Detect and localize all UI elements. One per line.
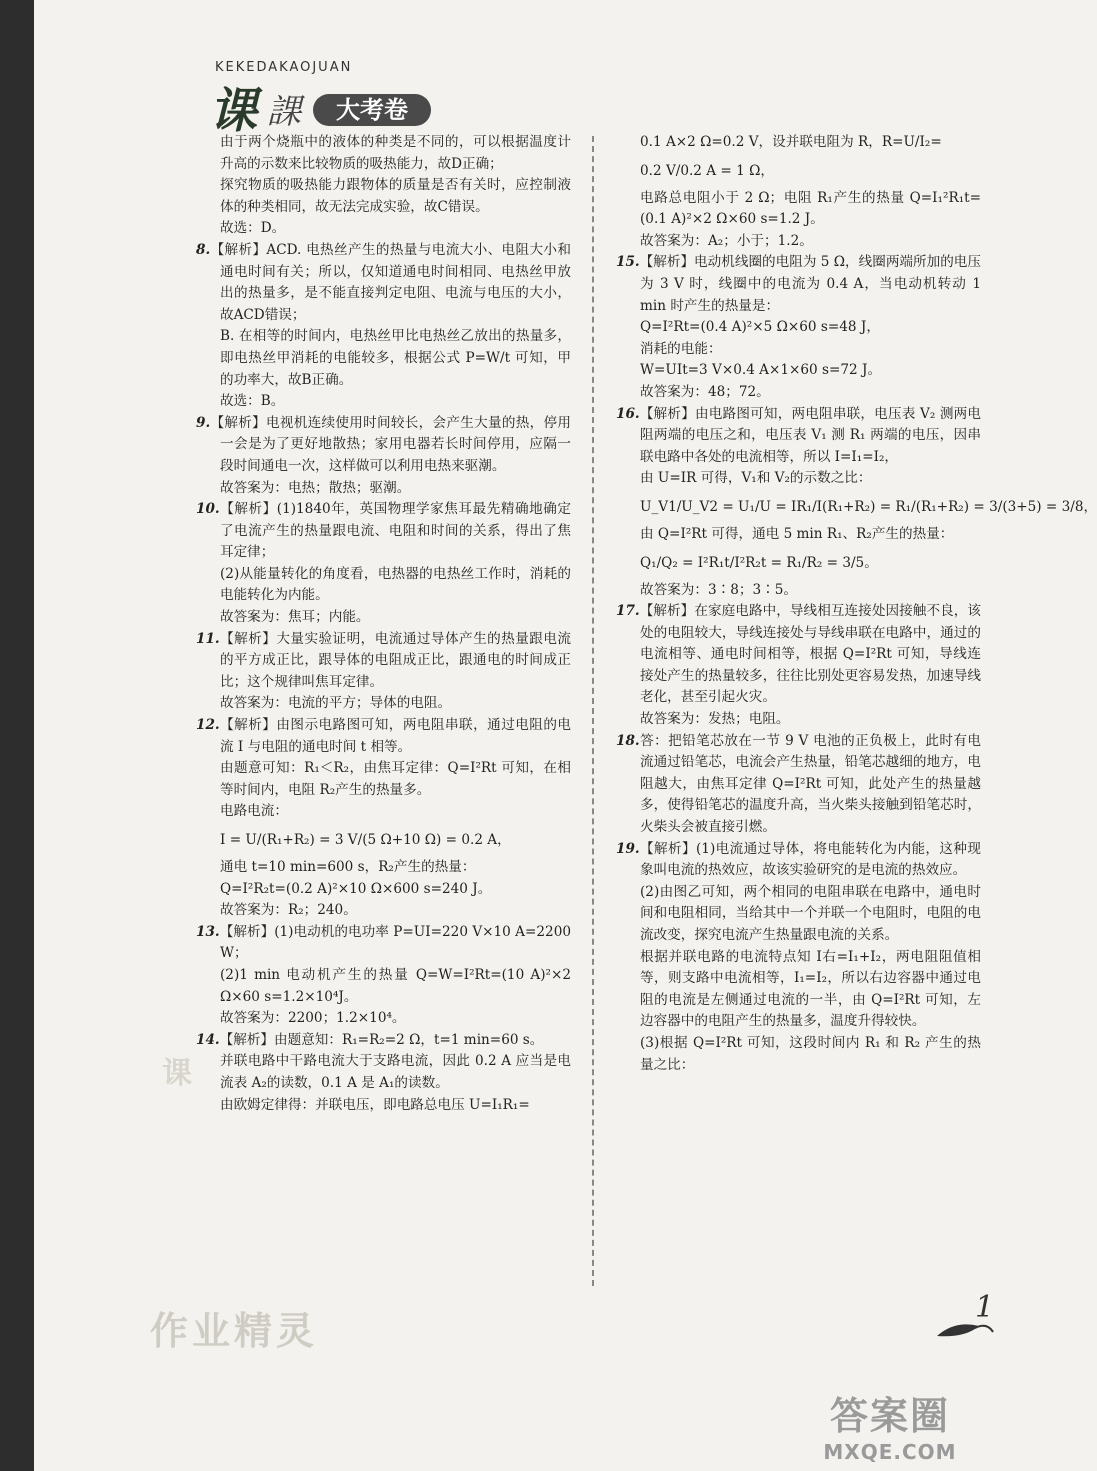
right-column bbox=[616, 132, 1097, 1076]
page-number: 1 bbox=[975, 1290, 995, 1325]
paragraph: (2)从能量转化的角度看，电热器的电热丝工作时，消耗的电能转化为内能。 bbox=[220, 565, 571, 604]
question-9: 9.【解析】电视机连续使用时间较长，会产生大量的热，停用一会是为了更好地散热；家用电器若长时间停用，应隔一段时间通电一次，这样做可以利用电热来驱潮。 bbox=[196, 414, 571, 474]
question-14: 14.【解析】由题意知：R₁=R₂=2 Ω，t=1 min=60 s。 bbox=[196, 1031, 544, 1048]
question-number: 8. bbox=[196, 241, 211, 258]
logo-banner: 大考卷 bbox=[313, 94, 431, 126]
paragraph: 电路电流： bbox=[220, 803, 288, 820]
page-spine-bar bbox=[0, 0, 34, 1471]
header-pinyin: KEKEDAKAOJUAN bbox=[215, 60, 353, 75]
formula-line: W=UIt=3 V×0.4 A×1×60 s=72 J。 bbox=[640, 362, 882, 379]
answer-line: 故答案为：焦耳；内能。 bbox=[220, 609, 370, 626]
answer-line: 故答案为：48；72。 bbox=[640, 383, 770, 400]
paragraph: 通电 t=10 min=600 s，R₂产生的热量： bbox=[220, 859, 476, 875]
answer-line: 故选：B。 bbox=[220, 393, 285, 410]
question-11: 11.【解析】大量实验证明，电流通过导体产生的热量跟电流的平方成正比，跟导体的电阻成正比，跟通电的时间成正比；这个规律叫焦耳定律。 bbox=[196, 630, 571, 690]
question-number: 19. bbox=[616, 840, 640, 857]
paragraph: B. 在相等的时间内，电热丝甲比电热丝乙放出的热量多，即电热丝甲消耗的电能较多，根据公式 P=W/t 可知，甲的功率大，故B正确。 bbox=[220, 328, 571, 388]
formula-line: Q=I²R₂t=(0.2 A)²×10 Ω×600 s=240 J。 bbox=[220, 880, 492, 897]
logo-char-1: 课 bbox=[209, 83, 258, 139]
formula-line: Q=I²Rt=(0.4 A)²×5 Ω×60 s=48 J， bbox=[640, 319, 880, 336]
left-column bbox=[196, 132, 571, 1116]
answer-line: 故选：D。 bbox=[220, 220, 286, 237]
answer-line: 故答案为：3∶8；3∶5。 bbox=[640, 581, 797, 598]
question-17: 17.【解析】在家庭电路中，导线相互连接处因接触不良，该处的电阻较大，导线连接处与导线串联在电路中，通过的电流相等、通电时间相等，根据 Q=I²Rt 可知，导线连接处产生的热量较多，往往比别处更容易发热，加速导线老化，甚至引起火灾。 bbox=[616, 603, 981, 706]
paragraph: (2)1 min 电动机产生的热量 Q=W=I²Rt=(10 A)²×2 Ω×60 s=1.2×10⁴J。 bbox=[220, 966, 571, 1005]
answer-line: 故答案为：R₂；240。 bbox=[220, 902, 357, 919]
site-watermark bbox=[800, 1385, 980, 1464]
leaf-icon bbox=[935, 1318, 995, 1340]
faded-stamp: 课 bbox=[162, 1056, 192, 1091]
question-number: 17. bbox=[616, 603, 640, 620]
question-number: 15. bbox=[616, 254, 640, 271]
question-16: 16.【解析】由电路图可知，两电阻串联，电压表 V₂ 测两电阻两端的电压之和，电压表 V₁ 测 R₁ 两端的电压，因串联电路中各处的电流相等，所以 I=I₁=I₂， bbox=[616, 405, 981, 465]
book-header-logo bbox=[205, 58, 535, 139]
question-number: 10. bbox=[196, 501, 220, 518]
paragraph: 由题意可知：R₁＜R₂，由焦耳定律：Q=I²Rt 可知，在相等时间内，电阻 R₂产生的热量多。 bbox=[220, 760, 571, 798]
question-number: 11. bbox=[196, 630, 220, 647]
column-divider bbox=[592, 136, 594, 1286]
question-number: 18. bbox=[616, 732, 640, 749]
question-number: 12. bbox=[196, 717, 220, 734]
paragraph: 消耗的电能： bbox=[640, 340, 722, 357]
question-12: 12.【解析】由图示电路图可知，两电阻串联，通过电阻的电流 I 与电阻的通电时间 t 相等。 bbox=[196, 717, 571, 755]
paragraph: 由 U=IR 可得，V₁和 V₂的示数之比： bbox=[640, 470, 872, 487]
answer-line: 故答案为：2200；1.2×10⁴。 bbox=[220, 1010, 406, 1027]
paragraph: (2)由图乙可知，两个相同的电阻串联在电路中，通电时间和电阻相同，当给其中一个并联一个电阻时，电阻的电流改变，探究电流产生热量跟电流的关系。 bbox=[640, 883, 981, 943]
logo-char-2: 課 bbox=[267, 92, 301, 132]
formula-resistance: 0.2 V/0.2 A = 1 Ω， bbox=[640, 162, 774, 179]
formula-current: I = U/(R₁+R₂) = 3 V/(5 Ω+10 Ω) = 0.2 A， bbox=[220, 832, 511, 848]
question-number: 13. bbox=[196, 923, 220, 940]
paragraph: 0.1 A×2 Ω=0.2 V，设并联电阻为 R，R=U/I₂= bbox=[640, 134, 942, 150]
question-13: 13.【解析】(1)电动机的电功率 P=UI=220 V×10 A=2200 W； bbox=[196, 923, 571, 962]
question-8: 8.【解析】ACD. 电热丝产生的热量与电流大小、电阻大小和通电时间有关；所以，仅知道通电时间相同、电热丝甲放出的热量多，是不能直接判定电阻、电流与电压的大小，故ACD错误； bbox=[196, 241, 571, 323]
watermark-url: MXQE.COM bbox=[823, 1440, 957, 1464]
question-18: 18.答：把铅笔芯放在一节 9 V 电池的正负极上，此时有电流通过铅笔芯，电流会产生热量，铅笔芯越细的地方，电阻越大，由焦耳定律 Q=I²Rt 可知，此处产生的热量越多，使得铅笔芯的温度升高，当火柴头接触到铅笔芯时，火柴头会被直接引燃。 bbox=[616, 732, 981, 836]
answer-line: 故答案为：A₂；小于；1.2。 bbox=[640, 232, 813, 249]
paragraph: 电路总电阻小于 2 Ω；电阻 R₁产生的热量 Q=I₁²R₁t=(0.1 A)²×2 Ω×60 s=1.2 J。 bbox=[640, 189, 981, 228]
paragraph: 由于两个烧瓶中的液体的种类是不同的，可以根据温度计升高的示数来比较物质的吸热能力，故D正确； bbox=[220, 134, 571, 172]
footer-watermark: 作业精灵 bbox=[150, 1308, 319, 1353]
watermark-text: 答案圈 bbox=[829, 1394, 950, 1438]
question-number: 9. bbox=[196, 414, 211, 431]
question-number: 16. bbox=[616, 405, 640, 422]
answer-line: 故答案为：电热；散热；驱潮。 bbox=[220, 479, 411, 496]
paragraph: 由 Q=I²Rt 可得，通电 5 min R₁、R₂产生的热量： bbox=[640, 525, 954, 542]
question-number: 14. bbox=[196, 1031, 220, 1048]
paragraph: (3)根据 Q=I²Rt 可知，这段时间内 R₁ 和 R₂ 产生的热量之比： bbox=[640, 1034, 981, 1073]
formula-heat-ratio: Q₁/Q₂ = I²R₁t/I²R₂t = R₁/R₂ = 3/5。 bbox=[640, 554, 878, 571]
paragraph: 根据并联电路的电流特点知 I右=I₁+I₂，两电阻阻值相等，则支路中电流相等，I₁=I₂，所以右边容器中通过电阻的电流是左侧通过电流的一半，由 Q=I²Rt 可知，左边容器中的电阻产生的热量多，温度升得较快。 bbox=[640, 948, 981, 1030]
paragraph: 由欧姆定律得：并联电压，即电路总电压 U=I₁R₁= bbox=[220, 1096, 530, 1113]
answer-line: 故答案为：发热；电阻。 bbox=[640, 711, 790, 728]
question-15: 15.【解析】电动机线圈的电阻为 5 Ω，线圈两端所加的电压为 3 V 时，线圈中的电流为 0.4 A，当电动机转动 1 min 时产生的热量是： bbox=[616, 254, 981, 314]
paragraph: 探究物质的吸热能力跟物体的质量是否有关时，应控制液体的种类相同，故无法完成实验，故C错误。 bbox=[220, 177, 571, 215]
answer-line: 故答案为：电流的平方；导体的电阻。 bbox=[220, 695, 452, 712]
question-10: 10.【解析】(1)1840年，英国物理学家焦耳最先精确地确定了电流产生的热量跟电流、电阻和时间的关系，得出了焦耳定律； bbox=[196, 501, 571, 561]
formula-voltage-ratio: U_V1/U_V2 = U₁/U = IR₁/I(R₁+R₂) = R₁/(R₁+R₂) = 3/(3+5) = 3/8， bbox=[640, 498, 1097, 515]
paragraph: 并联电路中干路电流大于支路电流，因此 0.2 A 应当是电流表 A₂的读数，0.1 A 是 A₁的读数。 bbox=[220, 1053, 571, 1091]
question-19: 19.【解析】(1)电流通过导体，将电能转化为内能，这种现象叫电流的热效应，故该实验研究的是电流的热效应。 bbox=[616, 840, 981, 879]
